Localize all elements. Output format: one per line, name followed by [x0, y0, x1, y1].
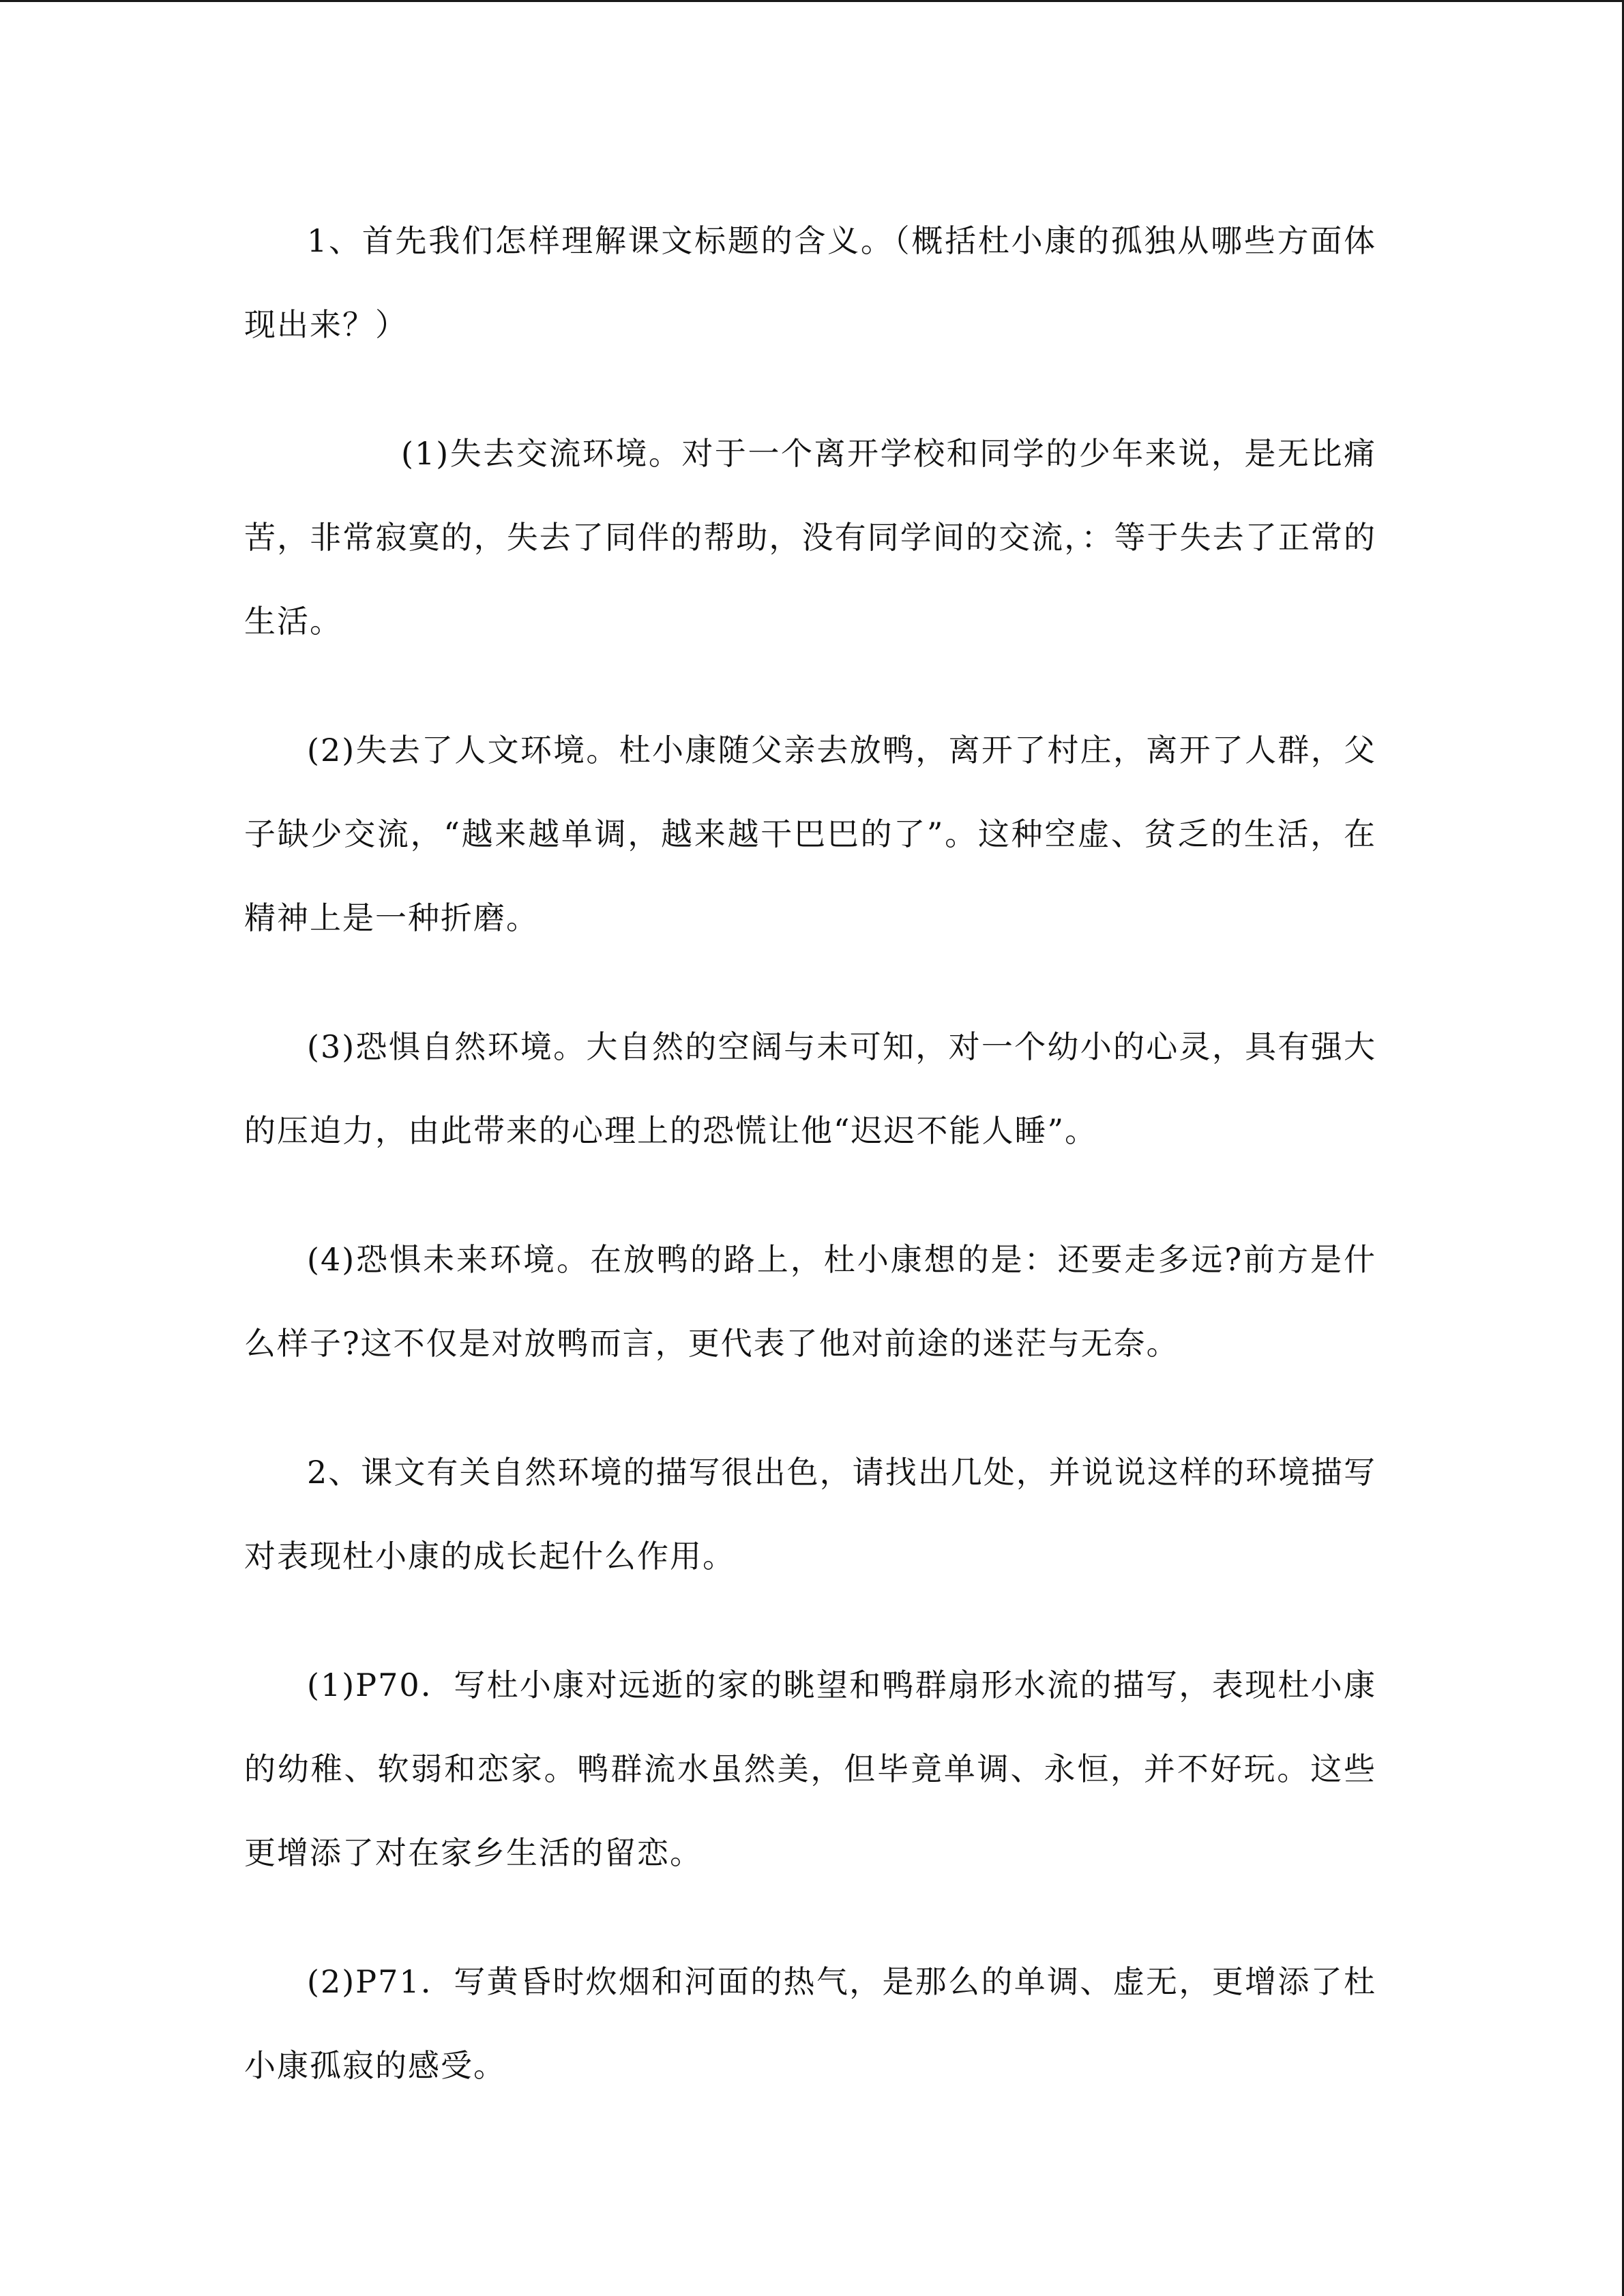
paragraph-answer-1-1: (1)失去交流环境。对于一个离开学校和同学的少年来说，是无比痛苦，非常寂寞的，失去了同伴的帮助，没有同学间的交流，：等于失去了正常的生活。 [244, 435, 1376, 640]
paragraph-answer-1-4: (4)恐惧未来环境。在放鸭的路上，杜小康想的是：还要走多远?前方是什么样子?这不仅是对放鸭而言，更代表了他对前途的迷茫与无奈。 [244, 1241, 1376, 1362]
paragraph-answer-2-2: (2)P71．写黄昏时炊烟和河面的热气，是那么的单调、虚无，更增添了杜小康孤寂的感受。 [244, 1963, 1376, 2084]
paragraph-question-2: 2、课文有关自然环境的描写很出色，请找出几处，并说说这样的环境描写对表现杜小康的成长起什么作用。 [244, 1454, 1376, 1575]
paragraph-answer-1-2: (2)失去了人文环境。杜小康随父亲去放鸭，离开了村庄，离开了人群，父子缺少交流，“越来越单调，越来越干巴巴的了”。这种空虚、贫乏的生活，在精神上是一种折磨。 [244, 732, 1376, 936]
paragraph-answer-1-3: (3)恐惧自然环境。大自然的空阔与未可知，对一个幼小的心灵，具有强大的压迫力，由此带来的心理上的恐慌让他“迟迟不能人睡”。 [244, 1028, 1376, 1149]
document-body [244, 199, 1376, 2108]
paragraph-question-1: 1、首先我们怎样理解课文标题的含义。（概括杜小康的孤独从哪些方面体现出来？） [244, 222, 1376, 343]
paragraph-answer-2-1: (1)P70．写杜小康对远逝的家的眺望和鸭群扇形水流的描写，表现杜小康的幼稚、软弱和恋家。鸭群流水虽然美，但毕竟单调、永恒，并不好玩。这些更增添了对在家乡生活的留恋。 [244, 1667, 1376, 1871]
top-border-line [0, 0, 1624, 2]
